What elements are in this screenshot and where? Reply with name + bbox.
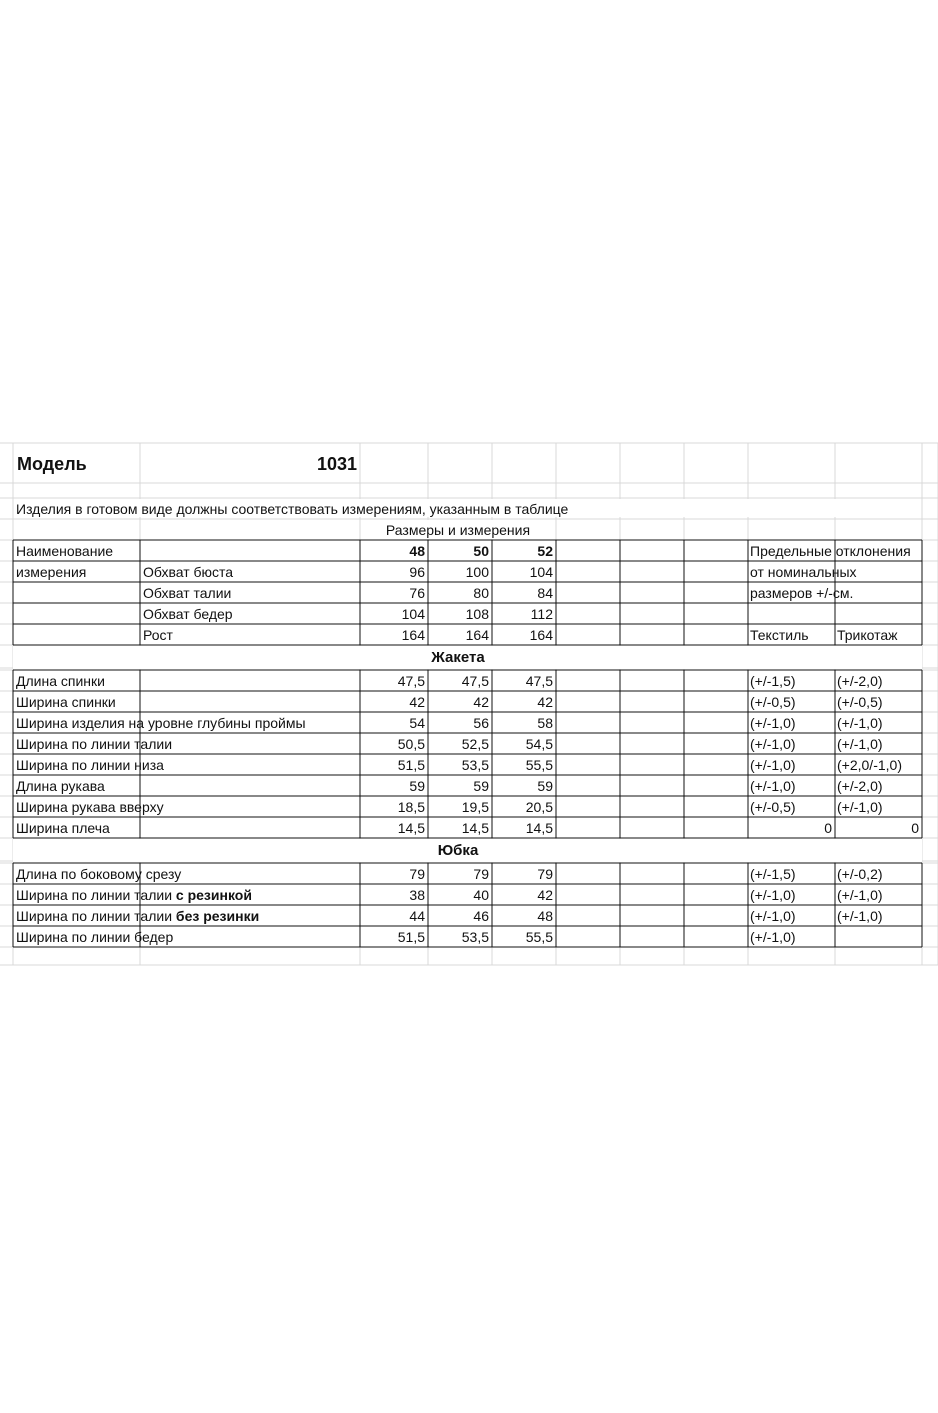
tolerance-header-line3: размеров +/-см. [750, 585, 854, 601]
body-measure-value: 96 [409, 564, 425, 580]
header-name-line2: измерения [16, 564, 87, 580]
jacket-row-value: 53,5 [461, 757, 489, 773]
skirt-row-value: 40 [473, 887, 489, 903]
skirt-row-value: 53,5 [461, 929, 489, 945]
section-title-jacket: Жакета [431, 649, 485, 666]
body-measure-value: 104 [401, 606, 425, 622]
tolerance-knit: (+/-1,0) [837, 908, 883, 924]
jacket-row-value: 42 [537, 694, 553, 710]
body-measure-label: Обхват бедер [143, 606, 233, 622]
jacket-row-value: 42 [473, 694, 489, 710]
skirt-row-value: 79 [409, 866, 425, 882]
jacket-row-value: 51,5 [397, 757, 425, 773]
skirt-row-value: 42 [537, 887, 553, 903]
skirt-row-label: Длина по боковому срезу [16, 866, 182, 882]
body-measure-value: 164 [401, 627, 425, 643]
jacket-row-value: 55,5 [525, 757, 553, 773]
jacket-row-value: 59 [473, 778, 489, 794]
tolerance-textile: (+/-0,5) [750, 799, 796, 815]
tolerance-textile: (+/-1,0) [750, 757, 796, 773]
model-number: 1031 [316, 454, 357, 474]
tolerance-knit: (+/-1,0) [837, 715, 883, 731]
sizes-header: Размеры и измерения [385, 522, 531, 538]
jacket-row-value: 20,5 [525, 799, 553, 815]
tolerance-textile: (+/-1,0) [750, 736, 796, 752]
body-measure-label: Рост [143, 627, 173, 643]
tolerance-textile: (+/-1,5) [750, 866, 796, 882]
jacket-row-value: 50,5 [397, 736, 425, 752]
tolerance-knit: (+/-0,5) [837, 694, 883, 710]
skirt-row-value: 48 [537, 908, 553, 924]
jacket-row-label: Ширина рукава вверху [16, 799, 164, 815]
jacket-row-value: 54 [409, 715, 425, 731]
body-measure-value: 164 [465, 627, 489, 643]
jacket-row-value: 18,5 [397, 799, 425, 815]
section-title-skirt: Юбка [437, 842, 479, 859]
jacket-row-value: 47,5 [525, 673, 553, 689]
jacket-row-value: 14,5 [461, 820, 489, 836]
skirt-row-value: 79 [537, 866, 553, 882]
body-measure-value: 80 [473, 585, 489, 601]
skirt-row-value: 79 [473, 866, 489, 882]
jacket-row-label: Ширина по линии низа [16, 757, 164, 773]
jacket-row-value: 52,5 [461, 736, 489, 752]
tolerance-textile: (+/-1,0) [750, 778, 796, 794]
tolerance-textile: (+/-1,0) [750, 715, 796, 731]
skirt-row-value: 46 [473, 908, 489, 924]
jacket-row-value: 54,5 [525, 736, 553, 752]
body-measure-label: Обхват талии [143, 585, 232, 601]
skirt-row-label: Ширина по линии талии без резинки [16, 908, 260, 924]
jacket-row-value: 19,5 [461, 799, 489, 815]
jacket-row-label: Длина спинки [16, 673, 105, 689]
jacket-row-value: 56 [473, 715, 489, 731]
skirt-row-value: 38 [409, 887, 425, 903]
body-measure-value: 104 [529, 564, 553, 580]
tolerance-textile: (+/-1,0) [750, 887, 796, 903]
tolerance-textile: (+/-1,0) [750, 908, 796, 924]
jacket-row-label: Ширина спинки [16, 694, 116, 710]
tolerance-header-line1: Предельные отклонения [750, 543, 911, 559]
tolerance-knit: 0 [911, 820, 919, 836]
tolerance-knit: (+/-1,0) [837, 887, 883, 903]
jacket-row-value: 58 [537, 715, 553, 731]
body-measure-value: 84 [537, 585, 553, 601]
jacket-row-label: Ширина по линии талии [16, 736, 173, 752]
body-measure-value: 164 [529, 627, 553, 643]
jacket-row-value: 14,5 [397, 820, 425, 836]
jacket-row-value: 14,5 [525, 820, 553, 836]
jacket-row-value: 42 [409, 694, 425, 710]
size-50: 50 [473, 543, 489, 559]
knitwear-header: Трикотаж [837, 627, 898, 643]
tolerance-knit: (+/-1,0) [837, 736, 883, 752]
tolerance-knit: (+/-2,0) [837, 778, 883, 794]
tolerance-knit: (+/-0,2) [837, 866, 883, 882]
jacket-row-label: Ширина изделия на уровне глубины проймы [16, 715, 306, 731]
body-measure-value: 112 [530, 606, 553, 622]
model-label: Модель [17, 454, 87, 474]
jacket-row-value: 47,5 [461, 673, 489, 689]
size-48: 48 [409, 543, 425, 559]
body-measure-label: Обхват бюста [143, 564, 234, 580]
tolerance-textile: (+/-1,0) [750, 929, 796, 945]
header-name-line1: Наименование [16, 543, 114, 559]
size-52: 52 [537, 543, 553, 559]
body-measure-value: 108 [465, 606, 489, 622]
skirt-row-value: 51,5 [397, 929, 425, 945]
body-measure-value: 76 [409, 585, 425, 601]
tolerance-textile: (+/-1,5) [750, 673, 796, 689]
skirt-row-label: Ширина по линии талии с резинкой [16, 887, 252, 903]
tolerance-knit: (+/-1,0) [837, 799, 883, 815]
tolerance-knit: (+2,0/-1,0) [837, 757, 902, 773]
skirt-row-value: 44 [409, 908, 425, 924]
requirements-note: Изделия в готовом виде должны соответствовать измерениям, указанным в таблице [16, 501, 569, 517]
tolerance-header-line2: от номинальных [750, 564, 857, 580]
jacket-row-value: 59 [409, 778, 425, 794]
tolerance-knit: (+/-2,0) [837, 673, 883, 689]
jacket-row-label: Длина рукава [16, 778, 105, 794]
textile-header: Текстиль [750, 627, 809, 643]
body-measure-value: 100 [465, 564, 489, 580]
jacket-row-label: Ширина плеча [16, 820, 110, 836]
tolerance-textile: 0 [824, 820, 832, 836]
jacket-row-value: 59 [537, 778, 553, 794]
skirt-row-value: 55,5 [525, 929, 553, 945]
jacket-row-value: 47,5 [397, 673, 425, 689]
tolerance-textile: (+/-0,5) [750, 694, 796, 710]
skirt-row-label: Ширина по линии бедер [16, 929, 174, 945]
